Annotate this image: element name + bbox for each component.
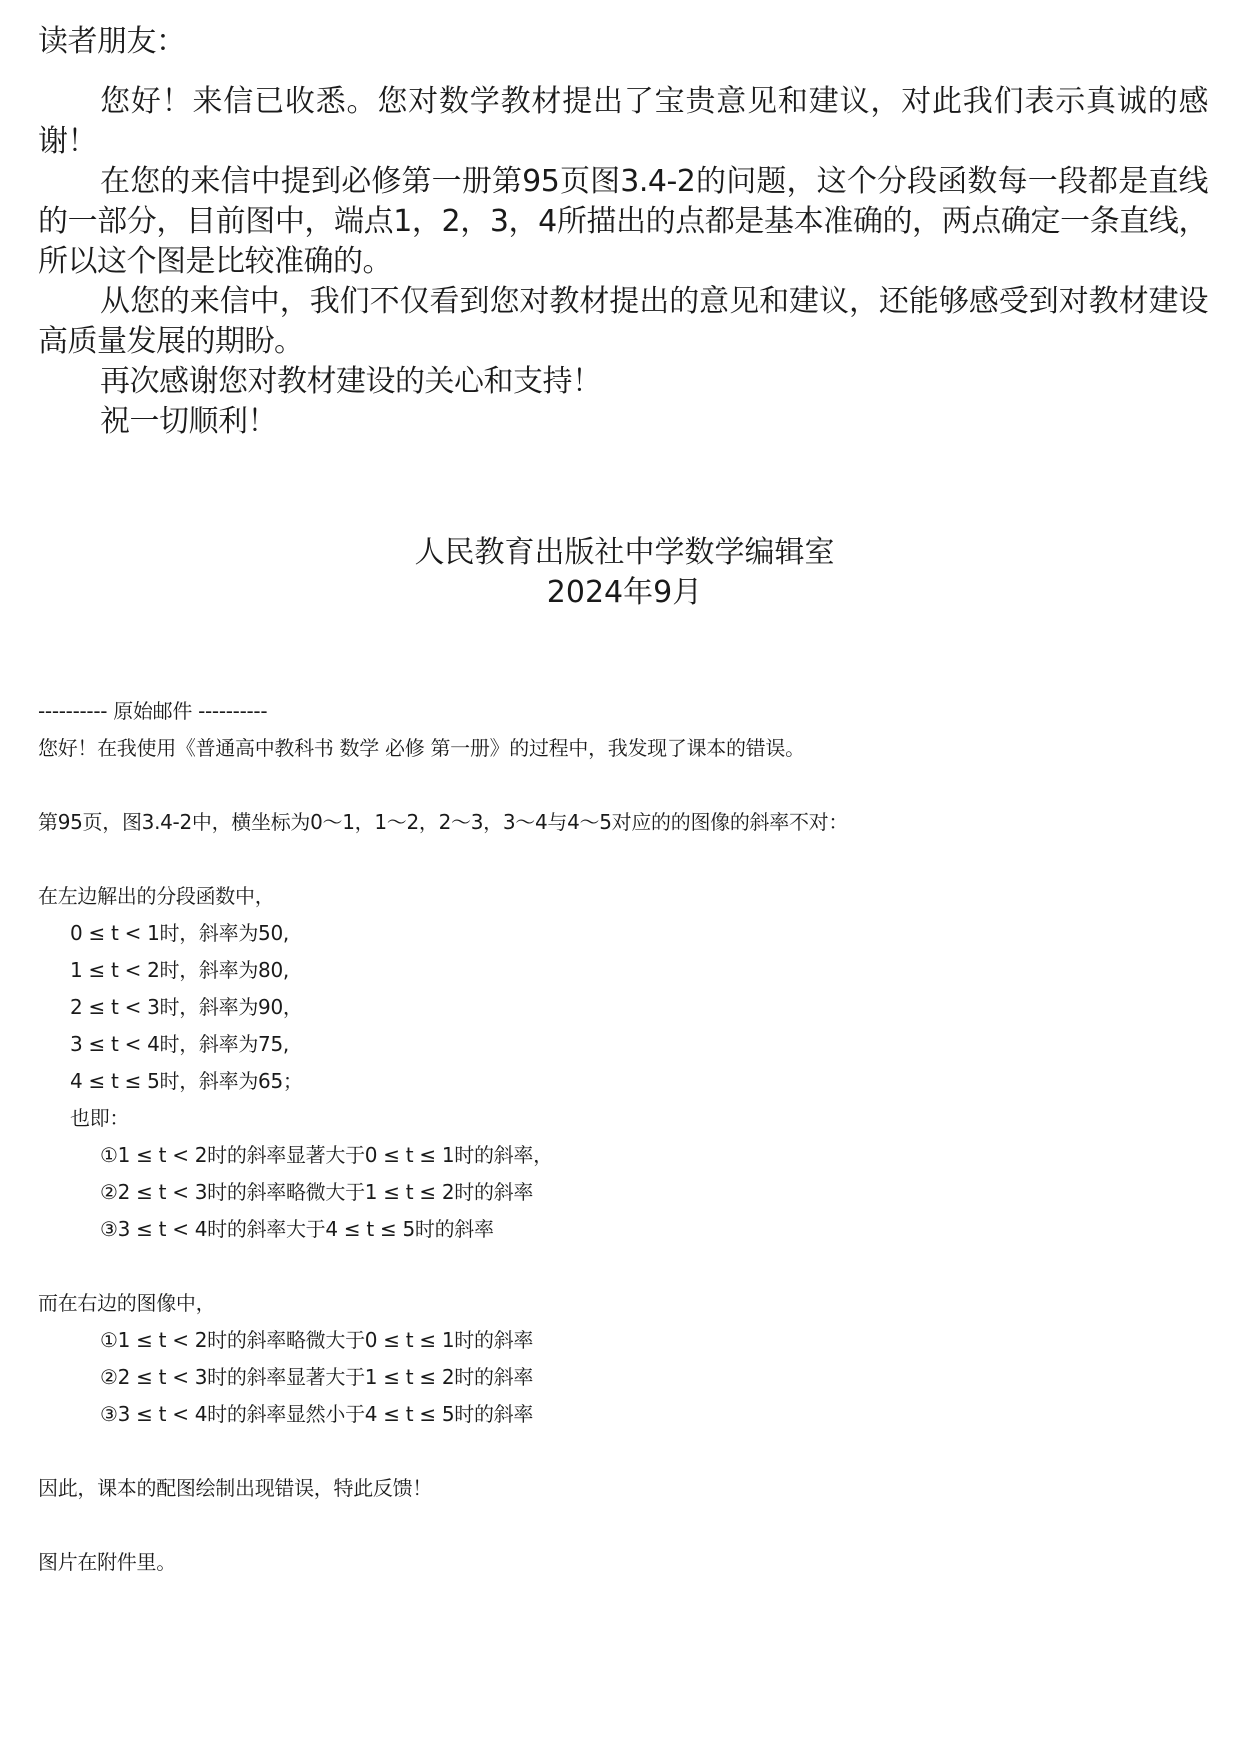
original-mail [38,693,1208,1581]
left-summary-item: ②2 ≤ t < 3时的斜率略微大于1 ≤ t ≤ 2时的斜率 [100,1180,534,1204]
spacer [38,767,1208,804]
left-summary-intro: 也即： [70,1106,130,1130]
left-function-intro: 在左边解出的分段函数中， [38,884,275,908]
left-summary-item: ①1 ≤ t < 2时的斜率显著大于0 ≤ t ≤ 1时的斜率， [100,1143,553,1167]
left-summary-item: ③3 ≤ t < 4时的斜率大于4 ≤ t ≤ 5时的斜率 [100,1217,494,1241]
reply-paragraph-wishes: 祝一切顺利！ [100,404,277,439]
original-mail-greeting: 您好！在我使用《普通高中教科书 数学 必修 第一册》的过程中，我发现了课本的错误。 [38,736,805,760]
signature-date: 2024年9月 [546,575,703,610]
right-summary-item: ①1 ≤ t < 2时的斜率略微大于0 ≤ t ≤ 1时的斜率 [100,1328,534,1352]
left-slope-item: 2 ≤ t < 3时，斜率为90， [70,995,303,1019]
left-slope-item: 1 ≤ t < 2时，斜率为80, [70,958,289,982]
right-summary-item: ③3 ≤ t < 4时的斜率显然小于4 ≤ t ≤ 5时的斜率 [100,1402,534,1426]
left-slope-item: 4 ≤ t ≤ 5时，斜率为65； [70,1069,303,1093]
spacer [38,1507,1208,1544]
spacer [38,841,1208,878]
reply-paragraph-thanks: 您好！来信已收悉。您对数学教材提出了宝贵意见和建议，对此我们表示真诚的感谢！ [38,84,1208,159]
spacer [38,1433,1208,1470]
right-graph-intro: 而在右边的图像中， [38,1291,216,1315]
reply-paragraph-explanation: 在您的来信中提到必修第一册第95页图3.4-2的问题，这个分段函数每一段都是直线的一部分，目前图中，端点1，2，3，4所描出的点都是基本准确的，两点确定一条直线，所以这个图是比较准确的。 [38,164,1208,279]
original-mail-separator: ---------- 原始邮件 ---------- [38,699,268,723]
signature-block [0,533,1239,613]
spacer [38,1248,1208,1285]
left-slope-item: 3 ≤ t < 4时，斜率为75, [70,1032,289,1056]
reply-letter [38,22,1208,442]
left-slope-item: 0 ≤ t < 1时，斜率为50, [70,921,289,945]
signature-organization: 人民教育出版社中学数学编辑室 [414,535,835,570]
salutation: 读者朋友： [38,24,186,59]
attachment-note: 图片在附件里。 [38,1550,176,1574]
original-mail-issue: 第95页，图3.4-2中，横坐标为0～1，1～2，2～3，3～4与4～5对应的的图像的斜率不对： [38,810,849,834]
original-mail-conclusion: 因此，课本的配图绘制出现错误，特此反馈！ [38,1476,432,1500]
reply-paragraph-appreciation: 从您的来信中，我们不仅看到您对教材提出的意见和建议，还能够感受到对教材建设高质量发展的期盼。 [38,284,1208,359]
reply-paragraph-closing: 再次感谢您对教材建设的关心和支持！ [100,364,602,399]
right-summary-item: ②2 ≤ t < 3时的斜率显著大于1 ≤ t ≤ 2时的斜率 [100,1365,534,1389]
